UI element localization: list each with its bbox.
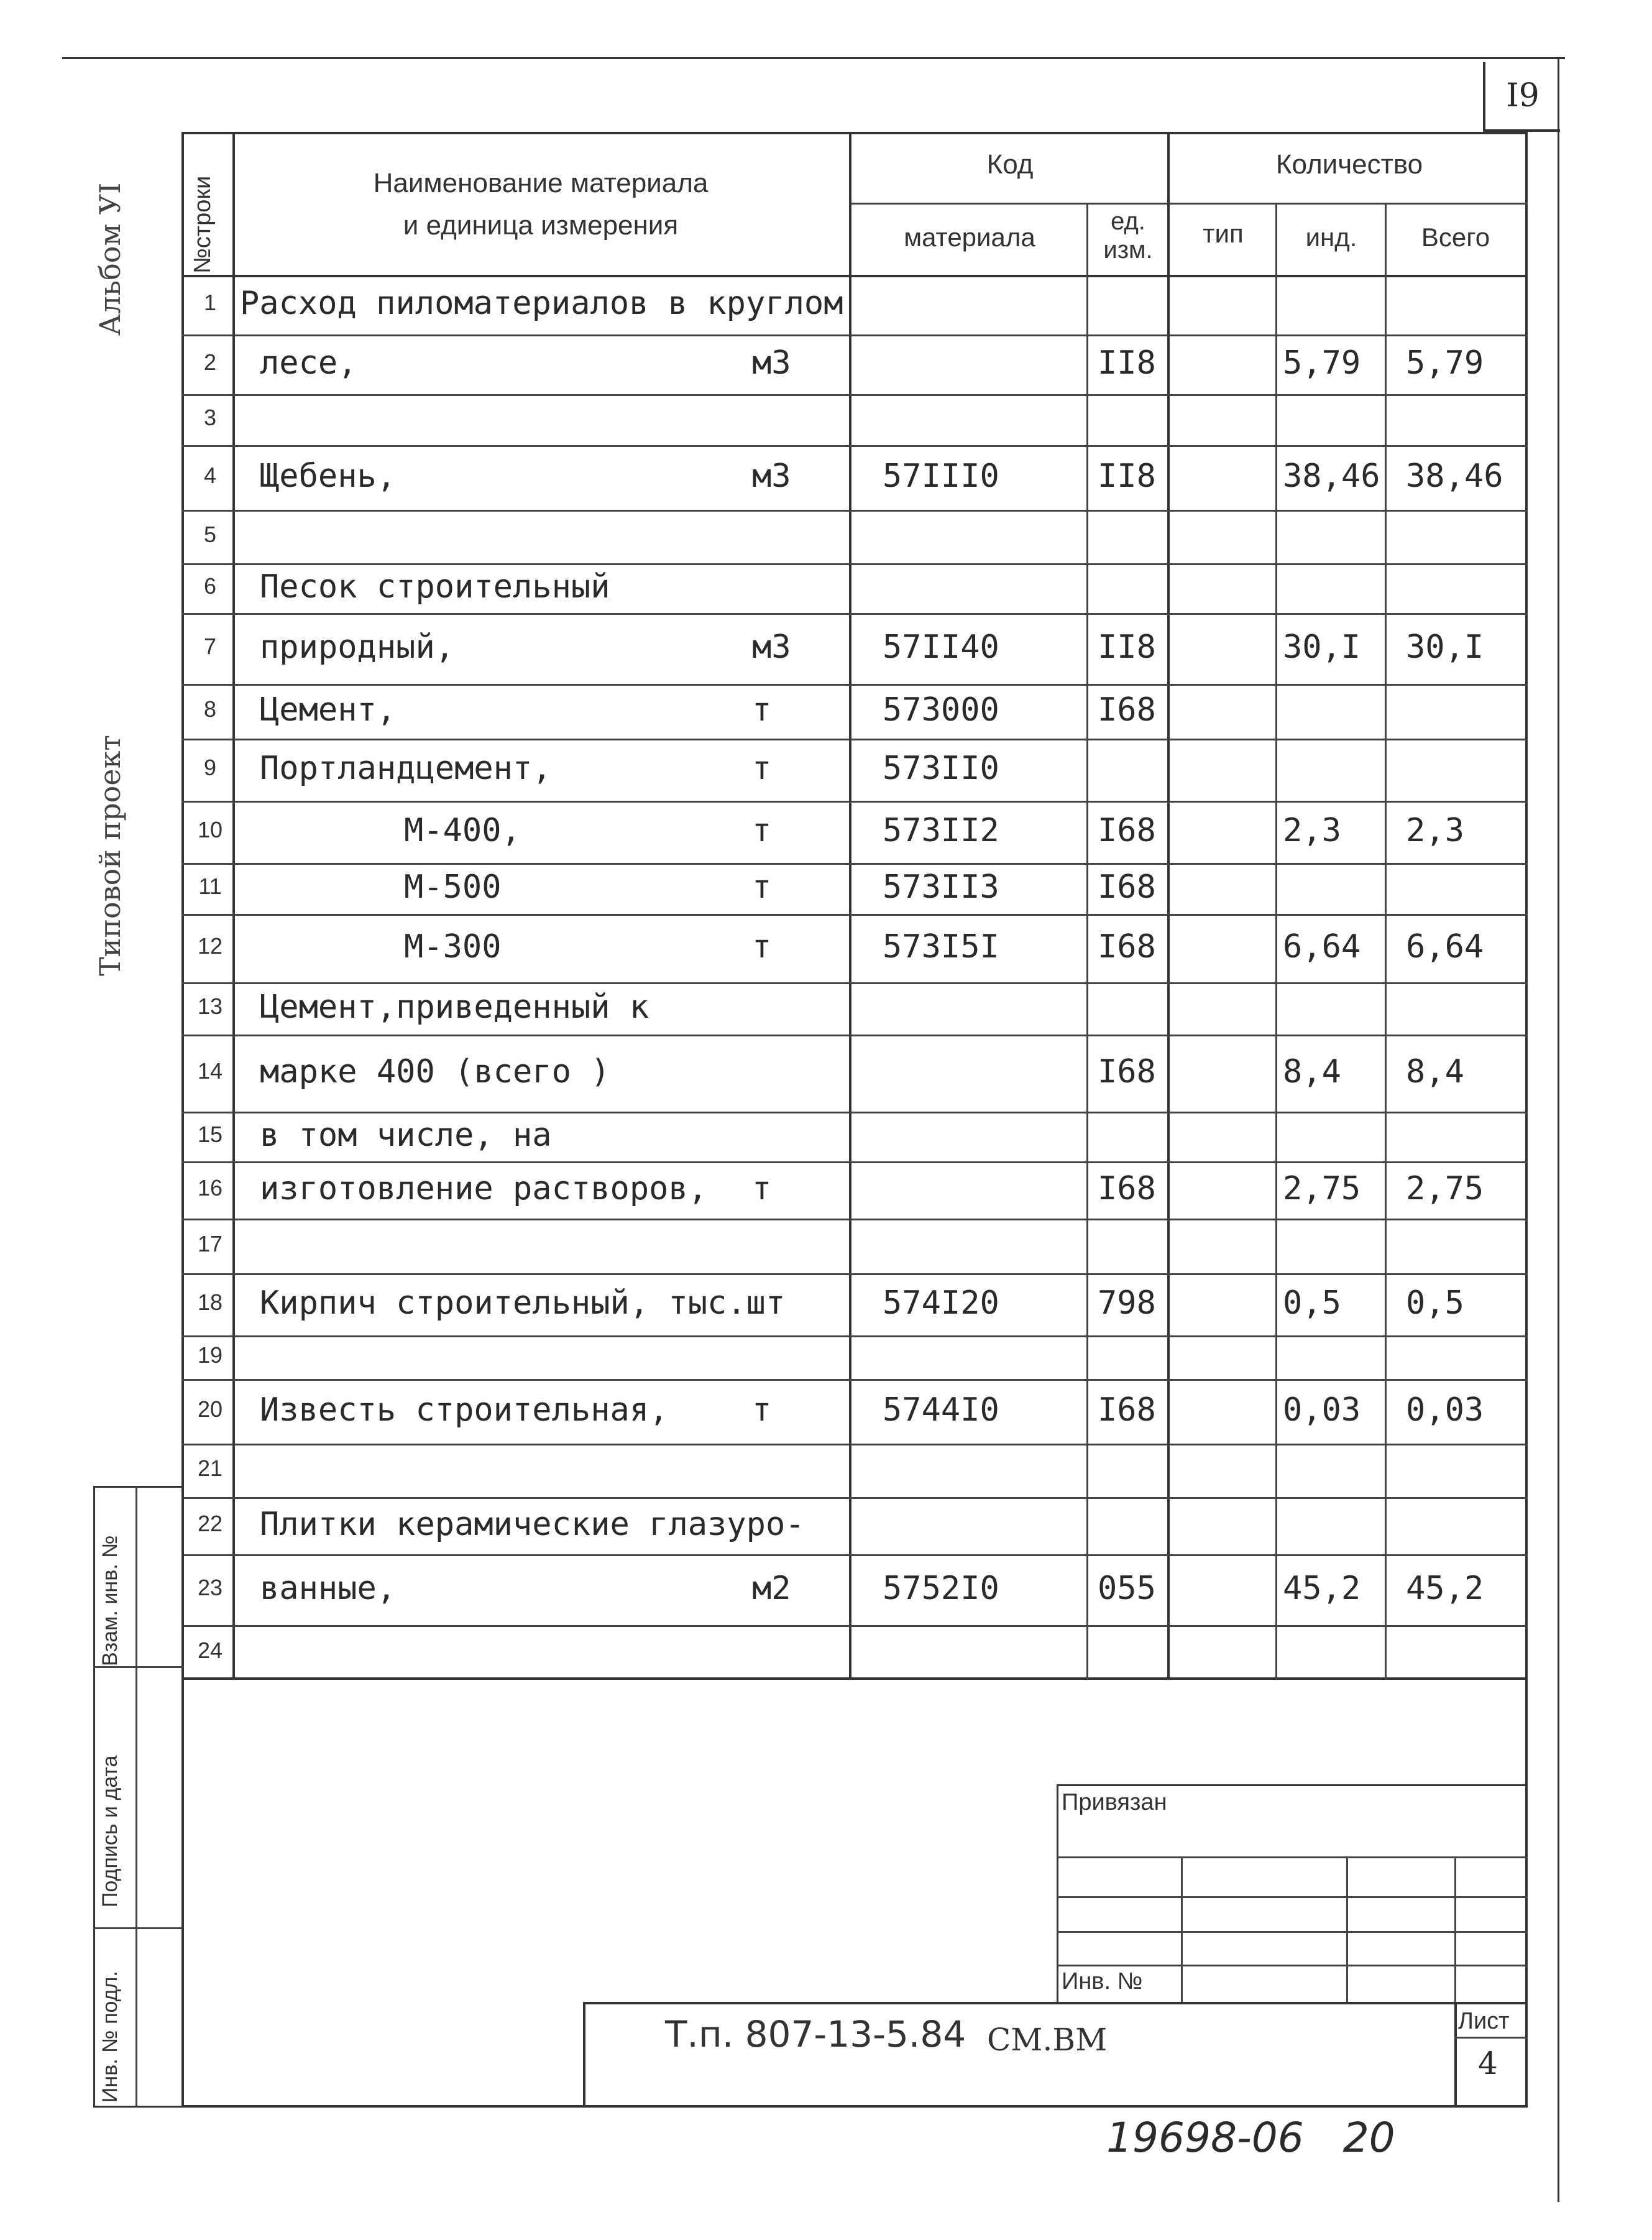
top-border xyxy=(62,57,1565,59)
material-code: 57III0 xyxy=(883,458,999,495)
section-code: СМ.ВМ xyxy=(987,2022,1108,2058)
header-code: Код xyxy=(986,149,1034,180)
header-code-unit-1: ед. xyxy=(1111,208,1145,235)
row-number: 4 xyxy=(203,463,217,488)
qty-individual: 30,I xyxy=(1283,629,1361,666)
qty-individual: 2,75 xyxy=(1283,1170,1361,1207)
row-number: 1 xyxy=(203,290,217,315)
header-split-line xyxy=(851,203,1528,205)
project-label: Типовой проект xyxy=(93,735,127,976)
row-number: 18 xyxy=(197,1289,223,1315)
qty-total: 0,5 xyxy=(1406,1284,1464,1322)
row-line xyxy=(181,1444,1528,1445)
header-code-material: материала xyxy=(904,223,1035,252)
header-name: Наименование материала xyxy=(373,168,709,198)
row-line xyxy=(181,510,1528,512)
material-code: 5744I0 xyxy=(883,1391,999,1429)
qty-individual: 8,4 xyxy=(1283,1053,1341,1090)
right-border xyxy=(1558,57,1559,2202)
stamp-line-3 xyxy=(1057,1931,1528,1933)
col-line-type xyxy=(1275,203,1277,1680)
material-name: Щебень, xyxy=(260,458,397,495)
unit-code: I68 xyxy=(1098,1170,1156,1207)
unit-code: II8 xyxy=(1098,458,1156,495)
material-name: Плитки керамические глазуро- xyxy=(260,1506,805,1543)
sheet-value: 4 xyxy=(1478,2045,1498,2081)
row-line xyxy=(181,334,1528,336)
material-name: Цемент, xyxy=(260,691,397,729)
unit-code: II8 xyxy=(1098,629,1156,666)
row-number: 19 xyxy=(197,1342,223,1368)
material-unit: т xyxy=(752,1391,772,1429)
row-line xyxy=(181,563,1528,565)
unit-code: II8 xyxy=(1098,344,1156,382)
bottom-left-border xyxy=(181,1680,184,2108)
material-unit: т xyxy=(752,750,772,787)
material-unit: т xyxy=(752,691,772,729)
unit-code: I68 xyxy=(1098,812,1156,849)
sheet-label: Лист xyxy=(1458,2008,1510,2034)
row-line xyxy=(181,863,1528,865)
material-code: 57II40 xyxy=(883,629,999,666)
row-number: 16 xyxy=(197,1175,223,1201)
material-name: Известь строительная, xyxy=(260,1391,669,1429)
qty-individual: 2,3 xyxy=(1283,812,1341,849)
side-field-replace-inv: Взам. инв. № xyxy=(98,1535,122,1666)
qty-total: 38,46 xyxy=(1406,458,1503,495)
sheet-number: I9 xyxy=(1483,62,1560,132)
stamp-line-4 xyxy=(1057,1965,1528,1966)
qty-individual: 5,79 xyxy=(1283,344,1361,382)
row-line xyxy=(181,445,1528,447)
row-line xyxy=(181,1035,1528,1036)
side-field-sep-1 xyxy=(93,1666,184,1668)
qty-total: 6,64 xyxy=(1406,928,1484,966)
qty-individual: 45,2 xyxy=(1283,1570,1361,1607)
unit-code: 055 xyxy=(1098,1570,1156,1607)
material-unit: т xyxy=(752,869,772,906)
row-line xyxy=(181,1335,1528,1337)
row-number: 5 xyxy=(203,522,217,547)
row-number: 6 xyxy=(203,573,217,599)
row-number: 9 xyxy=(203,755,217,780)
row-number: 20 xyxy=(197,1396,223,1422)
material-name: Кирпич строительный, тыс.шт xyxy=(260,1284,786,1322)
material-code: 573I5I xyxy=(883,928,999,966)
stamp-vline-3 xyxy=(1454,1856,1456,2002)
material-unit: м3 xyxy=(752,344,791,382)
material-name: М-400, xyxy=(404,812,521,849)
material-name: в том числе, на xyxy=(260,1117,552,1154)
unit-code: I68 xyxy=(1098,928,1156,966)
header-rownum: №строки xyxy=(190,175,216,274)
album-label: Альбом УI xyxy=(93,182,127,336)
header-qty-ind: инд. xyxy=(1305,223,1357,252)
row-number: 17 xyxy=(197,1231,223,1256)
material-name: Портландцемент, xyxy=(260,750,552,787)
row-line xyxy=(181,1273,1528,1275)
unit-code: I68 xyxy=(1098,691,1156,729)
side-field-inv-orig: Инв. № подл. xyxy=(98,1971,122,2103)
row-line xyxy=(181,1219,1528,1220)
material-unit: м2 xyxy=(752,1570,791,1607)
qty-individual: 6,64 xyxy=(1283,928,1361,966)
material-name: марке 400 (всего ) xyxy=(260,1053,610,1090)
row-line xyxy=(181,394,1528,396)
material-unit: м3 xyxy=(752,629,791,666)
side-field-sep-2 xyxy=(93,1927,184,1929)
row-number: 2 xyxy=(203,349,217,375)
qty-total: 2,3 xyxy=(1406,812,1464,849)
material-unit: т xyxy=(752,928,772,966)
qty-total: 2,75 xyxy=(1406,1170,1484,1207)
qty-total: 8,4 xyxy=(1406,1053,1464,1090)
row-number: 24 xyxy=(197,1638,223,1663)
row-line xyxy=(181,613,1528,615)
material-code: 573II3 xyxy=(883,869,999,906)
row-number: 7 xyxy=(203,634,217,659)
side-fields-divider xyxy=(135,1486,137,2108)
col-line-unit xyxy=(1167,132,1170,1680)
material-name: Расход пиломатериалов в круглом xyxy=(240,285,843,322)
row-line xyxy=(181,684,1528,686)
row-line xyxy=(181,1379,1528,1381)
material-code: 573II0 xyxy=(883,750,999,787)
stamp-vline-1 xyxy=(1181,1856,1183,2002)
stamp-inv-label: Инв. № xyxy=(1062,1968,1143,1994)
material-unit: т xyxy=(752,812,772,849)
header-qty-type: тип xyxy=(1203,219,1244,248)
material-name: Песок строительный xyxy=(260,568,610,606)
row-line xyxy=(181,1112,1528,1113)
col-line-ind xyxy=(1385,203,1387,1680)
col-line-name xyxy=(849,132,851,1680)
unit-code: I68 xyxy=(1098,1391,1156,1429)
stamp-line-1 xyxy=(1057,1856,1528,1858)
qty-total: 45,2 xyxy=(1406,1570,1484,1607)
handwritten-number: 19698-06 20 xyxy=(1106,2114,1395,2162)
material-name: М-300 xyxy=(404,928,502,966)
row-line xyxy=(181,1497,1528,1499)
qty-total: 5,79 xyxy=(1406,344,1484,382)
row-number: 15 xyxy=(197,1122,223,1147)
stamp-bound-label: Привязан xyxy=(1062,1789,1167,1815)
qty-total: 0,03 xyxy=(1406,1391,1484,1429)
material-name: лесе, xyxy=(260,344,357,382)
qty-individual: 0,03 xyxy=(1283,1391,1361,1429)
material-name: ванные, xyxy=(260,1570,397,1607)
sheet-cell-divider xyxy=(1454,2037,1528,2039)
sheet-cell-line xyxy=(1454,2002,1457,2108)
unit-code: 798 xyxy=(1098,1284,1156,1322)
material-unit: м3 xyxy=(752,458,791,495)
header-qty-total: Всего xyxy=(1421,223,1490,252)
row-number: 14 xyxy=(197,1058,223,1084)
project-designation: Т.п. 807-13-5.84 xyxy=(665,2013,966,2055)
row-line xyxy=(181,739,1528,740)
material-code: 573000 xyxy=(883,691,999,729)
material-name: изготовление растворов, xyxy=(260,1170,708,1207)
row-line xyxy=(181,982,1528,984)
qty-individual: 38,46 xyxy=(1283,458,1380,495)
row-number: 10 xyxy=(197,817,223,842)
row-number: 13 xyxy=(197,993,223,1019)
row-line xyxy=(181,1554,1528,1556)
material-name: природный, xyxy=(260,629,455,666)
material-code: 574I20 xyxy=(883,1284,999,1322)
row-number: 8 xyxy=(203,696,217,722)
row-number: 22 xyxy=(197,1511,223,1536)
unit-code: I68 xyxy=(1098,1053,1156,1090)
row-number: 12 xyxy=(197,933,223,959)
row-number: 3 xyxy=(203,405,217,430)
qty-total: 30,I xyxy=(1406,629,1484,666)
header-bottom-line xyxy=(181,275,1528,277)
material-code: 573II2 xyxy=(883,812,999,849)
material-name: Цемент,приведенный к xyxy=(260,989,649,1026)
material-unit: т xyxy=(752,1170,772,1207)
header-quantity: Количество xyxy=(1275,149,1423,180)
header-code-unit-2: изм. xyxy=(1103,236,1153,264)
row-number: 23 xyxy=(197,1575,223,1600)
row-line xyxy=(181,801,1528,803)
stamp-line-2 xyxy=(1057,1896,1528,1898)
row-number: 11 xyxy=(198,873,222,899)
side-field-signature-date: Подпись и дата xyxy=(98,1755,122,1907)
row-line xyxy=(181,1625,1528,1627)
row-number: 21 xyxy=(197,1455,223,1481)
stamp-vline-2 xyxy=(1346,1856,1348,2002)
col-line-code xyxy=(1086,203,1088,1680)
unit-code: I68 xyxy=(1098,869,1156,906)
material-name: М-500 xyxy=(404,869,502,906)
qty-individual: 0,5 xyxy=(1283,1284,1341,1322)
row-line xyxy=(181,1161,1528,1163)
material-code: 5752I0 xyxy=(883,1570,999,1607)
header-name-2: и единица измерения xyxy=(403,210,679,241)
row-line xyxy=(181,914,1528,916)
